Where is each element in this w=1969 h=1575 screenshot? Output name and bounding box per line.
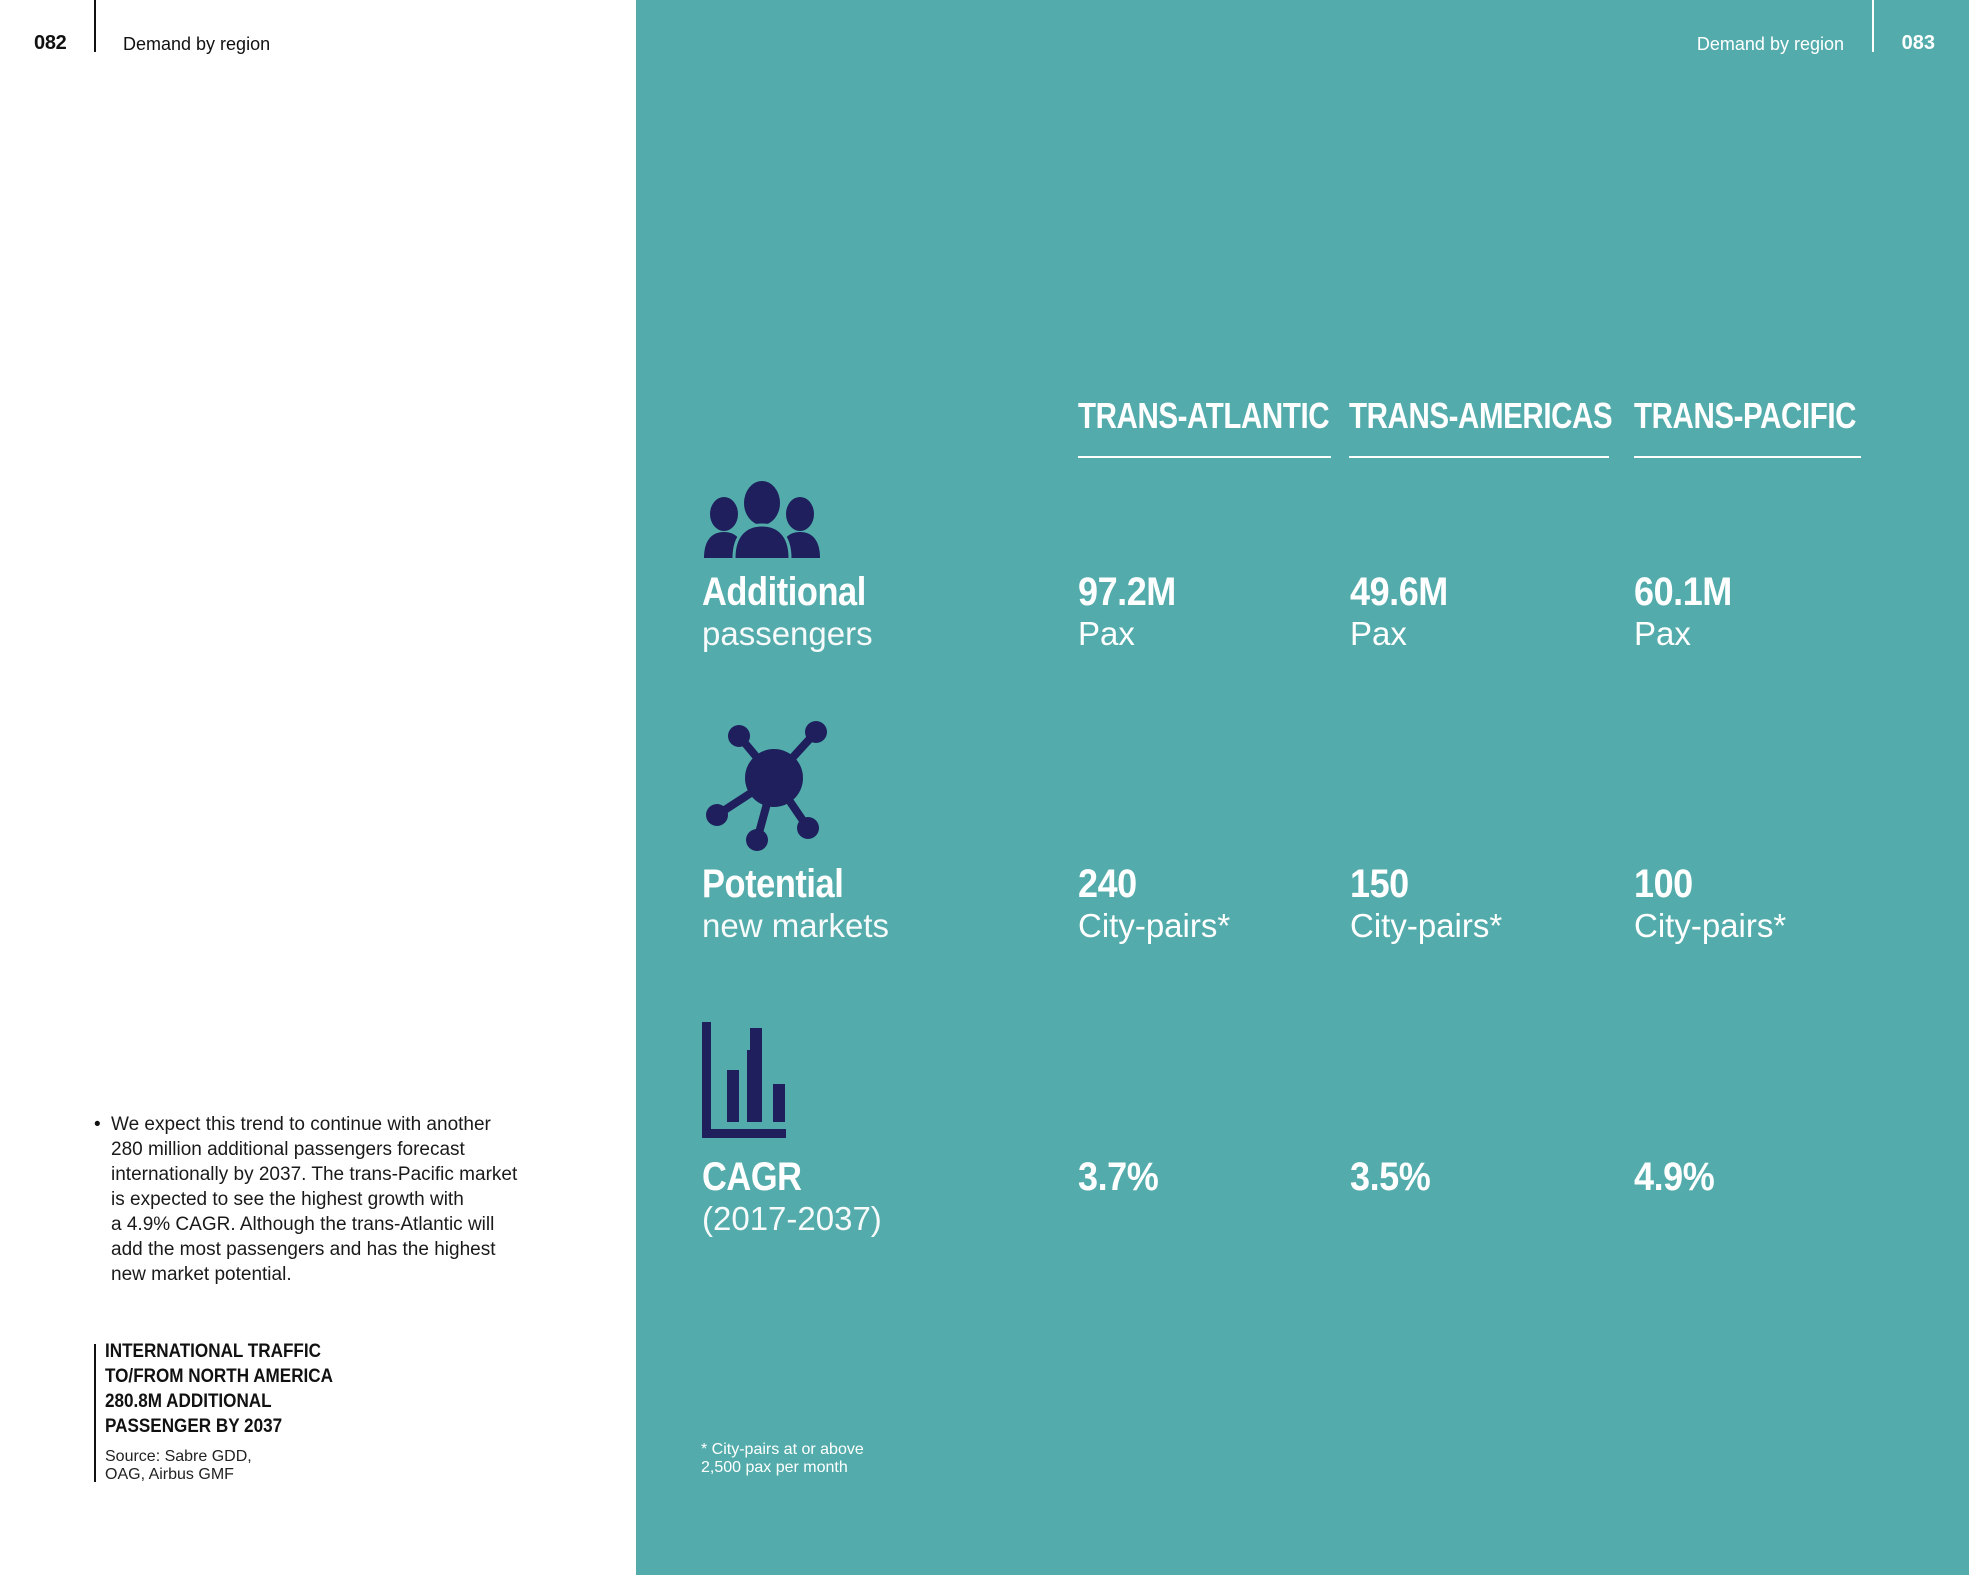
column-header-trans-americas: TRANS-AMERICAS bbox=[1349, 395, 1613, 436]
header-divider-right bbox=[1872, 0, 1874, 52]
value-trans-atlantic-cagr: 3.7% bbox=[1078, 1155, 1159, 1199]
value-trans-americas-markets: 150 bbox=[1350, 862, 1409, 906]
bar-chart-icon bbox=[702, 1022, 786, 1138]
bullet-paragraph bbox=[94, 1112, 574, 1287]
page-number-right: 083 bbox=[1901, 32, 1935, 54]
left-page bbox=[0, 0, 636, 1575]
bullet-dot: • bbox=[94, 1114, 101, 1135]
value-trans-pacific-markets: 100 bbox=[1634, 862, 1693, 906]
running-title-right: Demand by region bbox=[1696, 34, 1844, 54]
network-hub-icon bbox=[702, 718, 832, 858]
value-trans-americas-passengers: 49.6M bbox=[1350, 570, 1448, 614]
page-number-left: 082 bbox=[34, 32, 67, 54]
running-title-left: Demand by region bbox=[123, 34, 271, 54]
caption-divider bbox=[94, 1344, 96, 1482]
value-trans-americas-cagr: 3.5% bbox=[1350, 1155, 1431, 1199]
row-label-potential: Potential bbox=[702, 862, 844, 906]
row-sublabel-passengers: passengers bbox=[702, 615, 873, 652]
people-group-icon bbox=[702, 480, 822, 558]
value-trans-atlantic-passengers: 97.2M bbox=[1078, 570, 1176, 614]
right-page bbox=[636, 0, 1969, 1575]
unit-trans-atlantic-passengers: Pax bbox=[1078, 615, 1135, 652]
row-sublabel-cagr-period: (2017-2037) bbox=[702, 1200, 882, 1237]
unit-trans-americas-passengers: Pax bbox=[1350, 615, 1407, 652]
header-divider-left bbox=[94, 0, 96, 52]
value-trans-pacific-passengers: 60.1M bbox=[1634, 570, 1732, 614]
column-rule-trans-americas bbox=[1349, 456, 1609, 458]
unit-trans-americas-markets: City-pairs* bbox=[1350, 907, 1503, 944]
row-label-cagr: CAGR bbox=[702, 1155, 802, 1199]
bullet-text: We expect this trend to continue with another 280 million additional passengers forecast internationally by 2037. The trans-Pacific market is expected to see the highest growth with a 4.9% CAGR. Although the trans-Atlantic will add the most passengers and has the highest new market potential. bbox=[111, 1114, 518, 1285]
column-header-trans-pacific: TRANS-PACIFIC bbox=[1634, 395, 1857, 436]
caption-title: INTERNATIONAL TRAFFIC TO/FROM NORTH AMERICA 280.8M ADDITIONAL PASSENGER BY 2037 bbox=[105, 1341, 333, 1437]
row-label-additional: Additional bbox=[702, 570, 866, 614]
row-sublabel-new-markets: new markets bbox=[702, 907, 890, 944]
column-rule-trans-pacific bbox=[1634, 456, 1861, 458]
value-trans-atlantic-markets: 240 bbox=[1078, 862, 1137, 906]
footnote: * City-pairs at or above 2,500 pax per month bbox=[701, 1441, 864, 1476]
column-header-trans-atlantic: TRANS-ATLANTIC bbox=[1078, 395, 1330, 436]
unit-trans-pacific-markets: City-pairs* bbox=[1634, 907, 1787, 944]
column-rule-trans-atlantic bbox=[1078, 456, 1331, 458]
caption-source: Source: Sabre GDD, OAG, Airbus GMF bbox=[105, 1448, 252, 1483]
value-trans-pacific-cagr: 4.9% bbox=[1634, 1155, 1715, 1199]
unit-trans-pacific-passengers: Pax bbox=[1634, 615, 1691, 652]
unit-trans-atlantic-markets: City-pairs* bbox=[1078, 907, 1231, 944]
